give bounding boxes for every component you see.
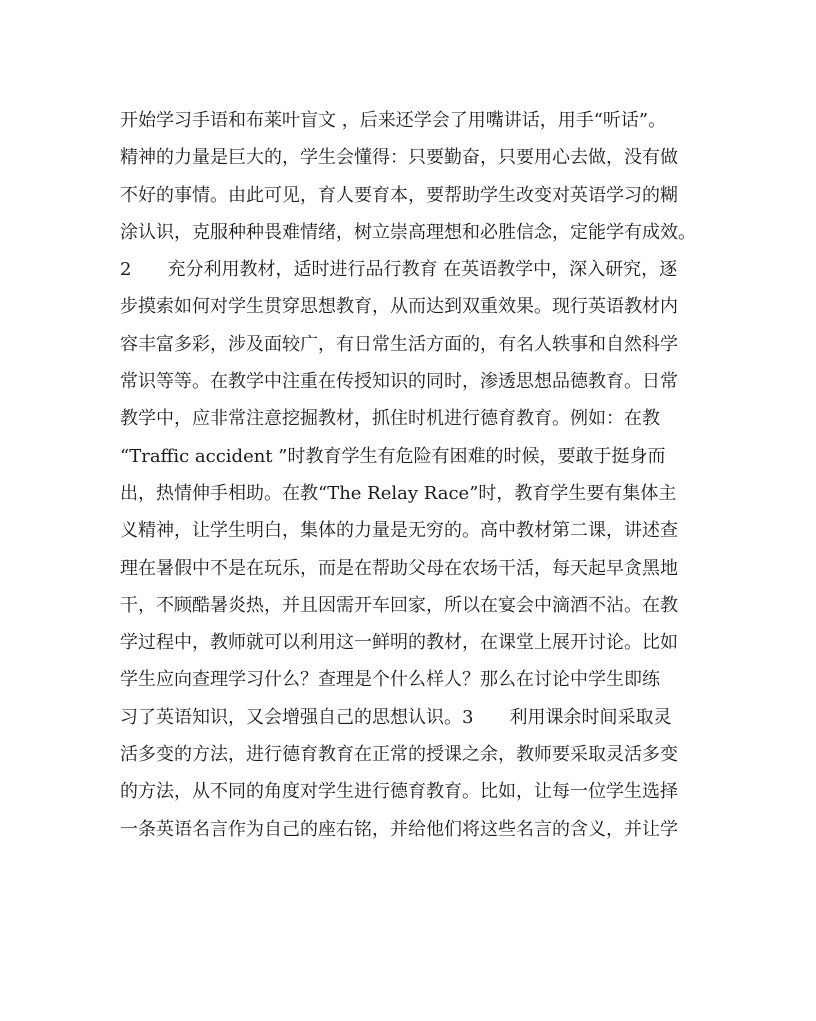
text-line-14: 干，不顾酷暑炎热，并且因需开车回家，所以在宴会中滴酒不沾。在教 xyxy=(120,594,678,616)
body-text xyxy=(120,102,700,848)
text-line-7: 容丰富多彩，涉及面较广，有日常生活方面的，有名人轶事和自然科学 xyxy=(120,333,678,355)
text-line-13: 理在暑假中不是在玩乐，而是在帮助父母在农场干活，每天起早贪黑地 xyxy=(120,557,678,579)
text-line-4: 涂认识，克服种种畏难情绪，树立崇高理想和必胜信念，定能学有成效。 xyxy=(120,221,696,243)
text-line-5: 2 充分利用教材，适时进行品行教育 在英语教学中，深入研究，逐 xyxy=(120,259,678,281)
text-line-2: 精神的力量是巨大的，学生会懂得：只要勤奋，只要用心去做，没有做 xyxy=(120,147,678,169)
text-line-18: 活多变的方法，进行德育教育在正常的授课之余，教师要采取灵活多变 xyxy=(120,744,678,766)
text-line-10: “Traffic accident ”时教育学生有危险有困难的时候，要敢于挺身而 xyxy=(120,445,666,467)
text-line-6: 步摸索如何对学生贯穿思想教育，从而达到双重效果。现行英语教材内 xyxy=(120,296,678,318)
text-line-16: 学生应向查理学习什么？查理是个什么样人？那么在讨论中学生即练 xyxy=(120,669,660,691)
text-line-9: 教学中，应非常注意挖掘教材，抓住时机进行德育教育。例如：在教 xyxy=(120,408,660,430)
text-line-1: 开始学习手语和布莱叶盲文 ，后来还学会了用嘴讲话，用手“听话”。 xyxy=(120,110,667,131)
text-line-3: 不好的事情。由此可见，育人要育本，要帮助学生改变对英语学习的糊 xyxy=(120,184,678,206)
text-line-15: 学过程中，教师就可以利用这一鲜明的教材，在课堂上展开讨论。比如 xyxy=(120,632,678,654)
text-line-8: 常识等等。在教学中注重在传授知识的同时，渗透思想品德教育。日常 xyxy=(120,371,678,393)
text-line-19: 的方法，从不同的角度对学生进行德育教育。比如，让每一位学生选择 xyxy=(120,781,678,803)
text-line-12: 义精神，让学生明白，集体的力量是无穷的。高中教材第二课，讲述查 xyxy=(120,520,678,542)
text-line-17: 习了英语知识，又会增强自己的思想认识。3 利用课余时间采取灵 xyxy=(120,706,672,728)
text-line-20: 一条英语名言作为自己的座右铭，并给他们将这些名言的含义，并让学 xyxy=(120,818,678,840)
text-line-11: 出，热情伸手相助。在教“The Relay Race”时，教育学生要有集体主 xyxy=(120,482,677,504)
